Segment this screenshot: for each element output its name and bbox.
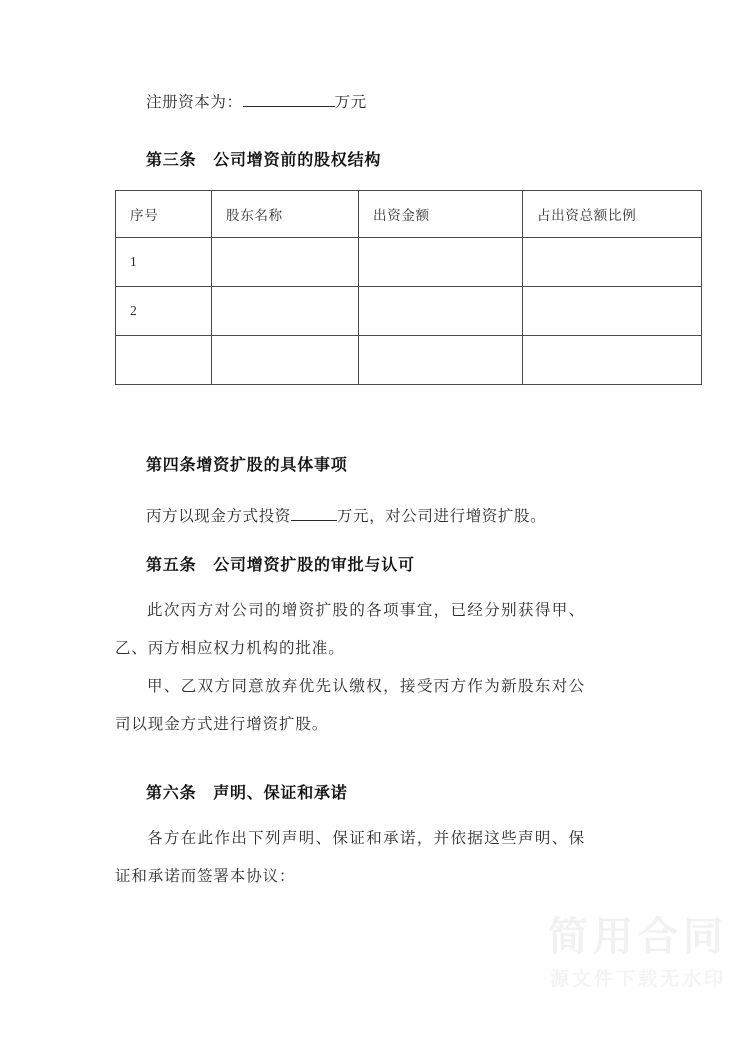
investment-amount-prefix: 丙方以现金方式投资 [146,508,291,525]
registered-capital-line [146,90,367,112]
table-cell-contribution-ratio[interactable] [523,238,702,287]
table-cell-contribution-amount[interactable] [359,238,523,287]
investment-amount-suffix: 万元，对公司进行增资扩股。 [336,508,547,525]
heading-article-5: 第五条 公司增资扩股的审批与认可 [146,557,415,574]
article-4-paragraph-1 [146,504,546,526]
table-cell-contribution-amount[interactable] [359,336,523,385]
table-cell-shareholder-name[interactable] [212,336,359,385]
registered-capital-blank [243,106,335,107]
table-cell-contribution-amount[interactable] [359,287,523,336]
table-cell-contribution-ratio[interactable] [523,336,702,385]
registered-capital-suffix: 万元 [334,94,367,111]
heading-article-4: 第四条增资扩股的具体事项 [146,457,348,474]
table-header-cell-contribution-ratio: 占出资总额比例 [523,191,702,238]
investment-amount-blank [291,520,337,521]
table-cell-shareholder-name[interactable] [212,287,359,336]
table-header-cell-index: 序号 [116,191,212,238]
table-cell-index[interactable]: 2 [116,287,212,336]
article-5-paragraph-1: 此次丙方对公司的增资扩股的各项事宜，已经分别获得甲、乙、丙方相应权力机构的批准。 [115,602,585,657]
heading-article-3: 第三条 公司增资前的股权结构 [146,152,382,169]
watermark-title: 简用合同 [548,915,728,959]
article-5-paragraph-2: 甲、乙双方同意放弃优先认缴权，接受丙方作为新股东对公司以现金方式进行增资扩股。 [115,678,585,733]
table-row [116,336,702,385]
watermark-subtitle: 源文件下载无水印 [549,969,726,990]
table-cell-shareholder-name[interactable] [212,238,359,287]
watermark [548,916,728,991]
table-cell-index[interactable]: 1 [116,238,212,287]
table-row [116,287,702,336]
registered-capital-prefix: 注册资本为： [146,94,243,111]
heading-article-6: 第六条 声明、保证和承诺 [146,785,348,802]
table-header-cell-shareholder-name: 股东名称 [212,191,359,238]
equity-structure-table [115,190,702,385]
table-cell-index[interactable] [116,336,212,385]
table-header-row [116,191,702,238]
table-row [116,238,702,287]
table-header-cell-contribution-amount: 出资金额 [359,191,523,238]
article-6-paragraph-1: 各方在此作出下列声明、保证和承诺，并依据这些声明、保证和承诺而签署本协议： [115,830,585,885]
table-cell-contribution-ratio[interactable] [523,287,702,336]
